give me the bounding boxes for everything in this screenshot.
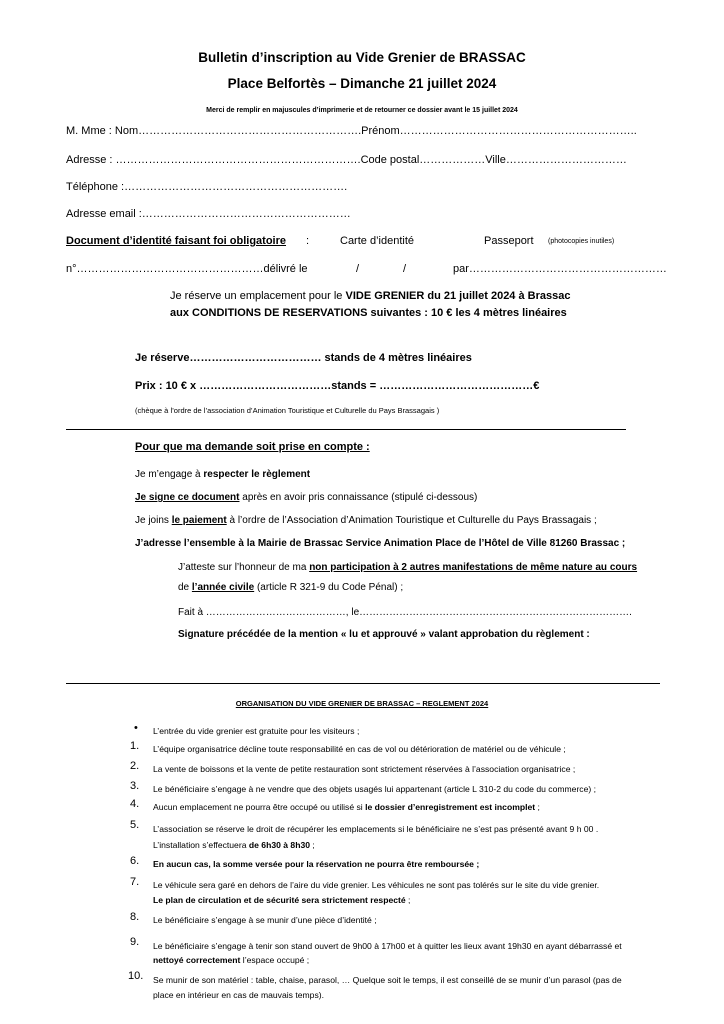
fill-instruction: Merci de remplir en majuscules d’imprimerie et de retourner ce dossier avant le 15 juillet 2024	[206, 107, 518, 114]
rule-marker: 3.	[130, 780, 140, 792]
condition-payment-pre: Je joins	[135, 515, 172, 526]
phone-field-line[interactable]: Téléphone :…………………………………………………….	[66, 181, 348, 193]
rule-marker: 5.	[130, 819, 140, 831]
event-subtitle: Place Belfortès – Dimanche 21 juillet 2024	[227, 76, 497, 91]
rule-text-bold: nettoyé correctement	[153, 955, 241, 965]
condition-payment-text: à l’ordre de l’Association d’Animation Touristique et Culturelle du Pays Brassagais ;	[226, 515, 597, 526]
rule-item: Le bénéficiaire s’engage à tenir son stand ouvert de 9h00 à 17h00 et à quitter les lieux avant 19h30 en ayant débarrassé et	[153, 941, 622, 951]
rule-item: La vente de boissons et la vente de petite restauration sont strictement réservées à l’association organisatrice ;	[153, 764, 576, 774]
condition-sign-text: après en avoir pris connaissance (stipulé ci-dessous)	[239, 492, 478, 503]
rule-marker: 7.	[130, 876, 140, 888]
address-field-line[interactable]: Adresse : ………………………………………………………….Code postal………………Ville……………………………	[66, 154, 627, 166]
attestation-pre: J’atteste sur l’honneur de ma	[178, 562, 310, 573]
rule-marker: 6.	[130, 855, 140, 867]
email-field-line[interactable]: Adresse email :…………………………………………………	[66, 208, 351, 220]
condition-engage-text: Je m’engage à	[135, 469, 204, 480]
rule-text-bold: le dossier d’enregistrement est incomplet	[365, 802, 536, 812]
condition-sign	[135, 492, 477, 503]
signature-instruction: Signature précédée de la mention « lu et approuvé » valant approbation du règlement :	[178, 629, 590, 640]
id-option-passeport[interactable]: Passeport	[484, 235, 534, 247]
id-option-carte[interactable]: Carte d’identité	[340, 235, 414, 247]
rule-text-part: l’espace occupé ;	[240, 955, 310, 965]
attestation2-text: (article R 321-9 du Code Pénal) ;	[254, 582, 404, 593]
rule-item: Le véhicule sera garé en dehors de l’aire du vide grenier. Les véhicules ne sont pas tolérés sur le site du vide grenier.	[153, 880, 600, 890]
page-title: Bulletin d’inscription au Vide Grenier de BRASSAC	[198, 50, 526, 65]
issued-by-field[interactable]: par………………………………………………	[453, 263, 667, 275]
rule-item: L’association se réserve le droit de récupérer les emplacements si le bénéficiaire ne s’est pas présenté avant 9 h 00 .	[153, 824, 599, 834]
rule-item-continued	[153, 893, 410, 907]
rule-item: Le bénéficiaire s’engage à ne vendre que des objets usagés lui appartenant (article L 310-2 du code du commerce) ;	[153, 784, 597, 794]
rule-text-part: Aucun emplacement ne pourra être occupé ou utilisé si	[153, 802, 366, 812]
rule-item-continued	[153, 953, 309, 967]
condition-address: J’adresse l’ensemble à la Mairie de Brassac Service Animation Place de l’Hôtel de Ville 81260 Brassac ;	[135, 538, 626, 549]
date-slash-1: /	[356, 263, 360, 275]
cheque-note: (chèque à l’ordre de l’association d’Animation Touristique et Culturelle du Pays Brassagais )	[135, 406, 440, 415]
reservation-line-1-text: Je réserve un emplacement pour le	[170, 290, 346, 302]
condition-sign-underlined: Je signe ce document	[135, 492, 240, 503]
attestation-line-2	[178, 582, 403, 593]
condition-engage	[135, 469, 310, 480]
rule-item	[153, 800, 540, 814]
rule-text-part: ;	[310, 840, 315, 850]
rules-heading: ORGANISATION DU VIDE GRENIER DE BRASSAC – REGLEMENT 2024	[235, 699, 489, 708]
attestation-line-1	[178, 562, 637, 573]
rule-item: L’entrée du vide grenier est gratuite pour les visiteurs ;	[153, 726, 360, 736]
condition-payment-underlined: le paiement	[171, 515, 227, 526]
name-field-line[interactable]: M. Mme : Nom…………………………………………………….Prénom………………………………………………………..	[66, 125, 637, 137]
rule-marker: 9.	[130, 936, 140, 948]
rule-item: Le bénéficiaire s’engage à se munir d’une pièce d’identité ;	[153, 915, 377, 925]
date-slash-2: /	[403, 263, 407, 275]
rule-marker: 1.	[130, 740, 140, 752]
id-document-label: Document d’identité faisant foi obligatoire	[66, 235, 287, 247]
rule-text-part: ;	[535, 802, 540, 812]
rule-marker: •	[134, 722, 138, 734]
place-date-field[interactable]: Fait à ……………………………………, le……………………………………………………………………….	[178, 607, 632, 618]
price-line[interactable]: Prix : 10 € x ………………………………stands = ……………………………………€	[135, 380, 540, 392]
rule-marker: 8.	[130, 911, 140, 923]
rule-text-part: L’installation s’effectuera	[153, 840, 249, 850]
rule-marker: 10.	[128, 970, 144, 982]
rule-item: L’équipe organisatrice décline toute responsabilité en cas de vol ou détérioration de matériel ou de véhicule ;	[153, 744, 566, 754]
reservation-line-1	[170, 290, 570, 302]
rule-item-continued: place en intérieur en cas de mauvais temps).	[153, 990, 325, 1000]
rule-item-continued	[153, 838, 315, 852]
rule-text-bold: Le plan de circulation et de sécurité sera strictement respecté	[153, 895, 406, 905]
attestation2-underlined: l’année civile	[191, 582, 255, 593]
id-colon: :	[306, 235, 310, 247]
attestation2-pre: de	[178, 582, 192, 593]
section-divider-2	[66, 683, 660, 684]
id-note: (photocopies inutiles)	[548, 238, 615, 245]
stands-count-line[interactable]: Je réserve……………………………… stands de 4 mètres linéaires	[135, 352, 472, 364]
condition-payment	[135, 515, 597, 526]
rule-item: Se munir de son matériel : table, chaise, parasol, … Quelque soit le temps, il est conseillé de se munir d’un parasol (pas de	[153, 975, 622, 985]
condition-engage-bold: respecter le règlement	[203, 469, 311, 480]
section-divider-1	[66, 429, 626, 430]
reservation-event: VIDE GRENIER du 21 juillet 2024 à Brassac	[345, 290, 571, 302]
conditions-heading: Pour que ma demande soit prise en compte :	[135, 441, 370, 453]
reservation-conditions: aux CONDITIONS DE RESERVATIONS suivantes : 10 € les 4 mètres linéaires	[170, 307, 567, 319]
rule-marker: 4.	[130, 798, 140, 810]
rule-text-part: ;	[405, 895, 411, 905]
rule-item: En aucun cas, la somme versée pour la réservation ne pourra être remboursée ;	[153, 859, 480, 869]
rule-marker: 2.	[130, 760, 140, 772]
doc-number-field[interactable]: n°……………………………………………délivré le	[66, 263, 308, 275]
attestation-underlined: non participation à 2 autres manifestations de même nature au cours	[309, 562, 638, 573]
rule-text-bold: de 6h30 à 8h30	[248, 840, 311, 850]
